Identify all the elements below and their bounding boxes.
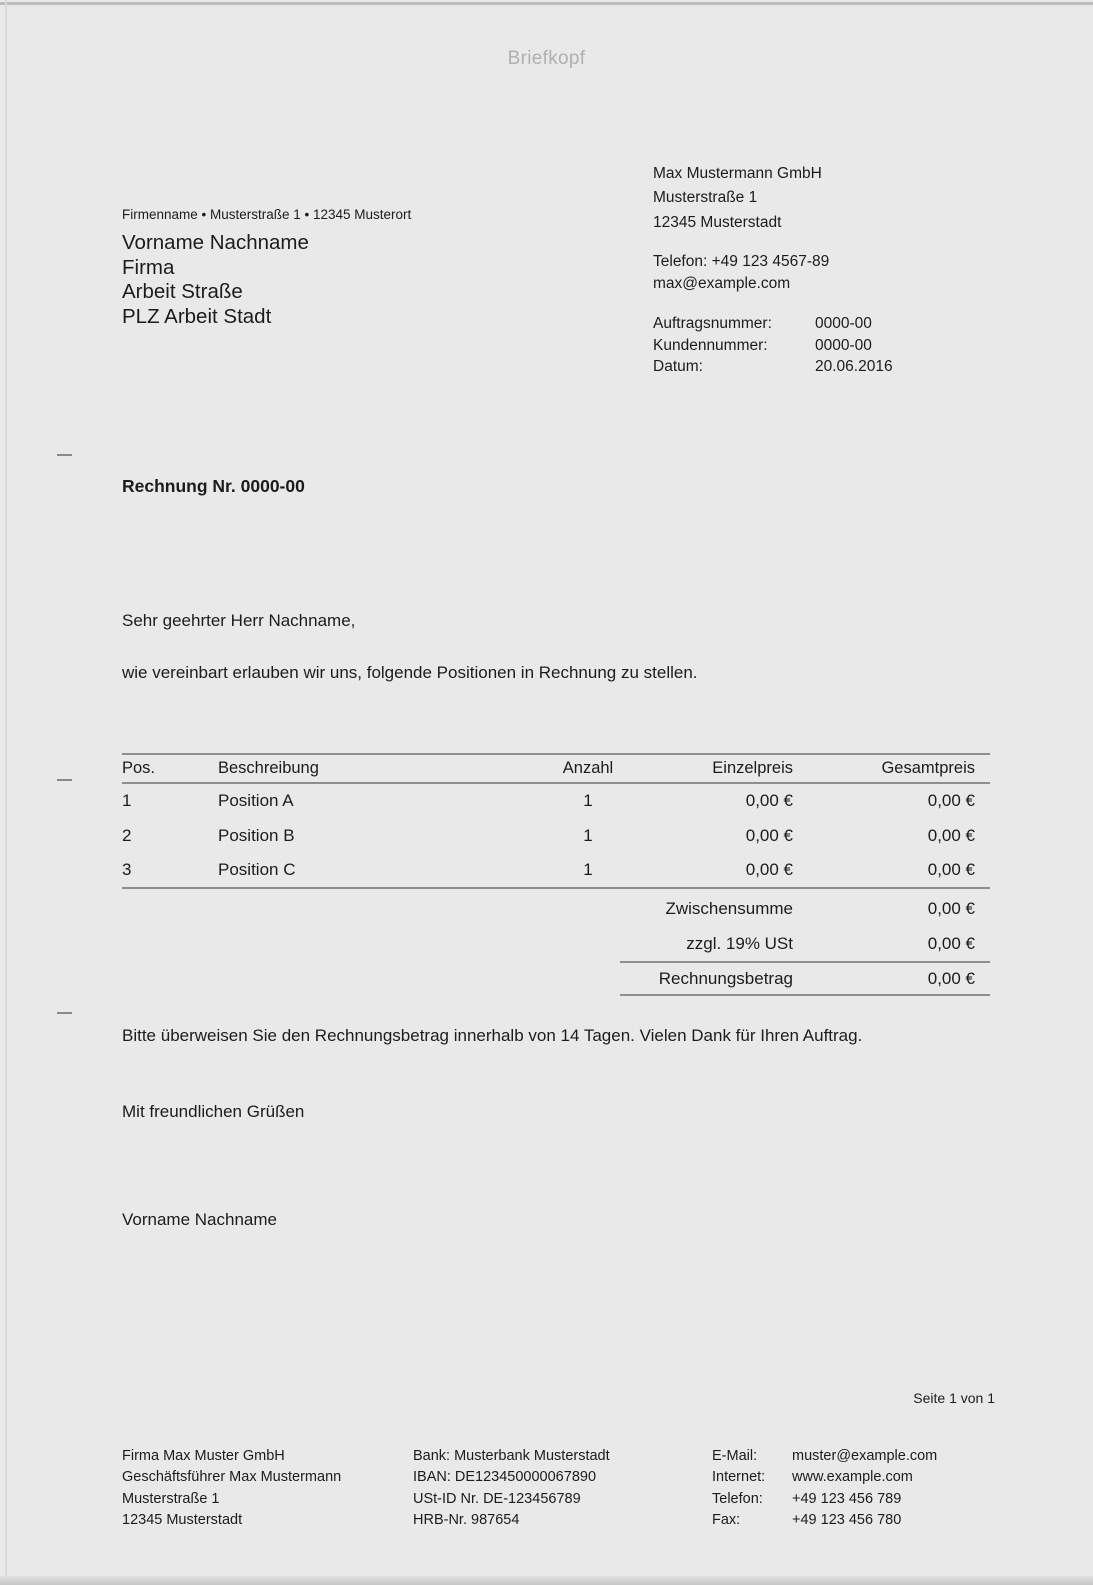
order-number-label: Auftragsnummer: bbox=[653, 315, 772, 332]
cell-pos: 2 bbox=[122, 825, 132, 845]
header-total-price: Gesamtpreis bbox=[881, 759, 975, 777]
totals-summary bbox=[620, 891, 990, 996]
cell-description: Position A bbox=[218, 791, 294, 810]
footer-street: Musterstraße 1 bbox=[122, 1490, 220, 1507]
footer-contact-column bbox=[712, 1446, 937, 1531]
table-header-row bbox=[122, 754, 990, 783]
line-items-table bbox=[122, 753, 990, 889]
meta-row-order-number bbox=[653, 313, 893, 335]
payment-terms-text: Bitte überweisen Sie den Rechnungsbetrag innerhalb von 14 Tagen. Vielen Dank für Ihren Auftrag. bbox=[122, 1026, 863, 1045]
meta-row-customer-number bbox=[653, 335, 893, 357]
cell-pos: 1 bbox=[122, 791, 132, 810]
customer-number-label: Kundennummer: bbox=[653, 336, 768, 354]
invoice-meta-block bbox=[653, 313, 893, 378]
company-city: 12345 Musterstadt bbox=[653, 213, 782, 231]
footer-email-row bbox=[712, 1446, 937, 1467]
recipient-company: Firma bbox=[122, 255, 175, 279]
invoice-title: Rechnung Nr. 0000-00 bbox=[122, 476, 305, 496]
footer-phone-row bbox=[712, 1489, 937, 1510]
cell-quantity: 1 bbox=[583, 860, 593, 879]
table-row bbox=[122, 783, 990, 818]
recipient-address-block bbox=[122, 231, 309, 329]
table-row bbox=[122, 853, 990, 888]
table-row bbox=[122, 818, 990, 853]
cell-quantity: 1 bbox=[583, 825, 593, 845]
summary-row-vat bbox=[620, 926, 990, 961]
footer-company-column bbox=[122, 1446, 341, 1531]
customer-number-value: 0000-00 bbox=[815, 336, 872, 354]
cell-total-price: 0,00 € bbox=[927, 791, 975, 810]
summary-row-grand-total bbox=[620, 961, 990, 996]
header-pos: Pos. bbox=[122, 759, 156, 777]
vat-label: zzgl. 19% USt bbox=[686, 933, 793, 953]
cell-description: Position C bbox=[218, 860, 296, 879]
cell-total-price: 0,00 € bbox=[927, 860, 975, 879]
cell-quantity: 1 bbox=[583, 791, 593, 810]
vat-value: 0,00 € bbox=[927, 933, 975, 953]
header-unit-price: Einzelpreis bbox=[712, 759, 793, 777]
cell-unit-price: 0,00 € bbox=[745, 825, 793, 845]
sender-return-address: Firmenname • Musterstraße 1 • 12345 Musterort bbox=[122, 207, 412, 222]
scan-left-edge-line bbox=[5, 0, 7, 1585]
subtotal-label: Zwischensumme bbox=[665, 898, 793, 918]
footer-internet-row bbox=[712, 1467, 937, 1488]
subtotal-value: 0,00 € bbox=[927, 898, 975, 918]
meta-row-date bbox=[653, 356, 893, 378]
line-items-header bbox=[122, 754, 990, 783]
date-value: 20.06.2016 bbox=[815, 358, 893, 376]
footer-city: 12345 Musterstadt bbox=[122, 1511, 243, 1528]
footer-phone-label: Telefon: bbox=[712, 1490, 763, 1507]
footer-fax-row bbox=[712, 1510, 937, 1531]
footer-email-value: muster@example.com bbox=[792, 1448, 938, 1464]
page-number: Seite 1 von 1 bbox=[913, 1390, 995, 1406]
cell-total-price: 0,00 € bbox=[927, 825, 975, 845]
grand-total-label: Rechnungsbetrag bbox=[658, 968, 793, 988]
recipient-city: PLZ Arbeit Stadt bbox=[122, 304, 272, 328]
footer-company-name: Firma Max Muster GmbH bbox=[122, 1448, 285, 1464]
footer-bank-column bbox=[413, 1446, 610, 1531]
header-description: Beschreibung bbox=[218, 759, 319, 777]
cell-unit-price: 0,00 € bbox=[745, 791, 793, 810]
fold-mark bbox=[57, 779, 72, 781]
order-number-value: 0000-00 bbox=[815, 315, 872, 332]
footer-bank: Bank: Musterbank Musterstadt bbox=[413, 1448, 610, 1464]
company-address-block bbox=[653, 162, 822, 235]
company-contact-block bbox=[653, 251, 829, 294]
date-label: Datum: bbox=[653, 358, 703, 376]
footer-internet-label: Internet: bbox=[712, 1469, 766, 1486]
header-quantity: Anzahl bbox=[562, 759, 614, 777]
recipient-name: Vorname Nachname bbox=[122, 231, 309, 254]
intro-text: wie vereinbart erlauben wir uns, folgende Positionen in Rechnung zu stellen. bbox=[122, 663, 698, 682]
fold-mark bbox=[57, 1012, 72, 1014]
cell-unit-price: 0,00 € bbox=[745, 860, 793, 879]
footer-managing-director: Geschäftsführer Max Mustermann bbox=[122, 1469, 342, 1486]
company-email: max@example.com bbox=[653, 274, 791, 292]
footer-email-label: E-Mail: bbox=[712, 1448, 758, 1464]
footer-fax-value: +49 123 456 780 bbox=[792, 1511, 902, 1528]
footer-internet-value: www.example.com bbox=[792, 1469, 913, 1486]
footer-hrb: HRB-Nr. 987654 bbox=[413, 1511, 520, 1528]
footer-iban: IBAN: DE123450000067890 bbox=[413, 1469, 597, 1486]
letterhead-placeholder: Briefkopf bbox=[507, 48, 586, 69]
recipient-street: Arbeit Straße bbox=[122, 280, 243, 304]
footer-phone-value: +49 123 456 789 bbox=[792, 1490, 902, 1507]
closing-phrase: Mit freundlichen Grüßen bbox=[122, 1102, 305, 1121]
salutation: Sehr geehrter Herr Nachname, bbox=[122, 611, 356, 630]
company-name: Max Mustermann GmbH bbox=[653, 165, 822, 182]
company-phone: Telefon: +49 123 4567-89 bbox=[653, 253, 830, 270]
grand-total-value: 0,00 € bbox=[927, 968, 975, 988]
cell-description: Position B bbox=[218, 825, 295, 845]
cell-pos: 3 bbox=[122, 860, 132, 879]
footer-fax-label: Fax: bbox=[712, 1511, 741, 1528]
company-street: Musterstraße 1 bbox=[653, 189, 758, 207]
fold-mark bbox=[57, 454, 72, 456]
footer-vat-id: USt-ID Nr. DE-123456789 bbox=[413, 1490, 581, 1507]
scan-top-edge-line bbox=[0, 2, 1093, 5]
summary-row-subtotal bbox=[620, 891, 990, 926]
signature-name: Vorname Nachname bbox=[122, 1210, 277, 1229]
scan-bottom-edge-bar bbox=[0, 1576, 1093, 1585]
